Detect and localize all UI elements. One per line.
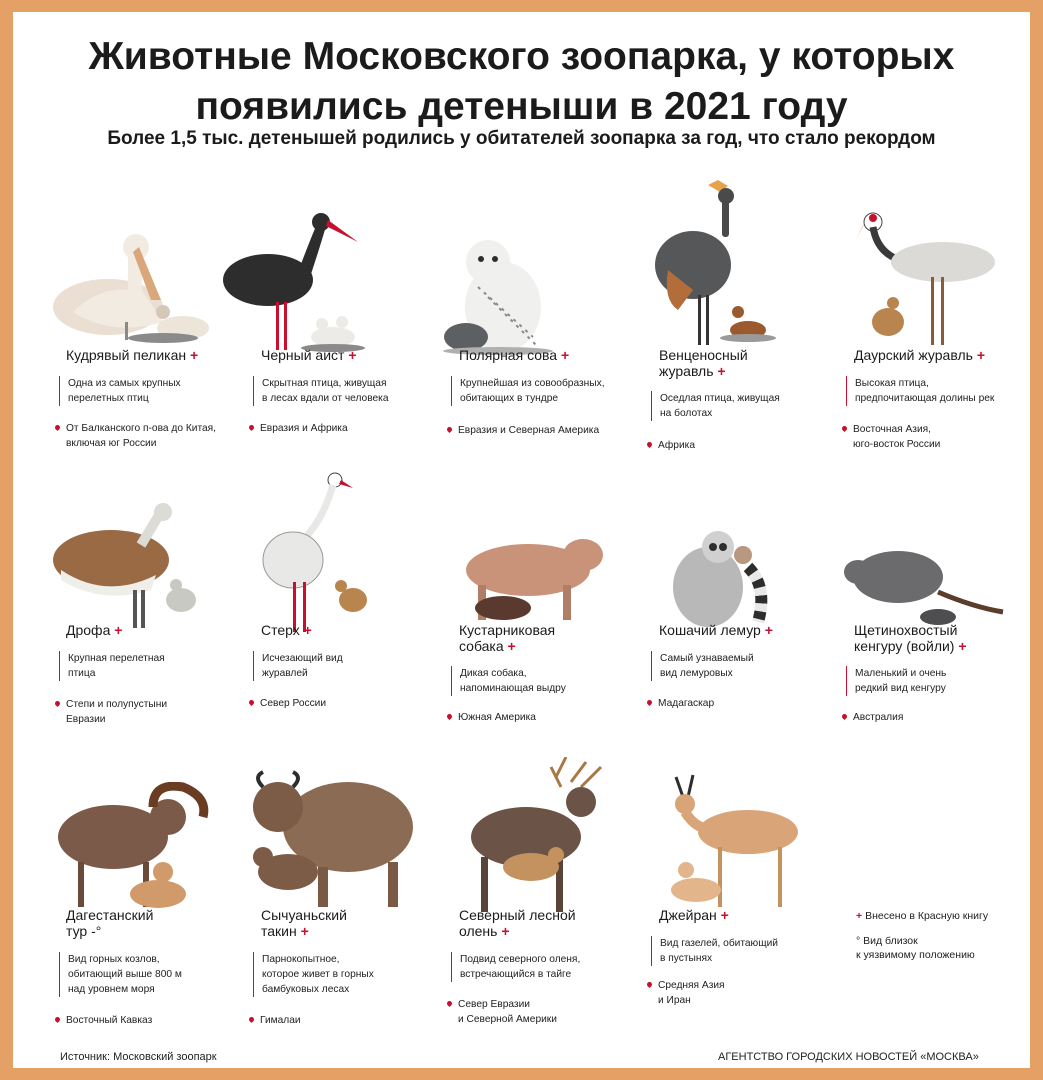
animal-desc-siberian-crane: Исчезающий вид журавлей: [253, 651, 432, 681]
location-pin-icon: [248, 699, 255, 706]
animal-desc-reindeer: Подвид северного оленя, встречающийся в тайге: [451, 952, 630, 982]
location-pin-icon: [446, 713, 453, 720]
animal-region-bustard: Степи и полупустыни Евразии: [55, 697, 236, 727]
animal-name-bettong: Щетинохвостый кенгуру (войли) +: [854, 622, 967, 654]
animal-region-dagestan-tur: Восточный Кавказ: [55, 1013, 236, 1028]
animal-desc-snowy-owl: Крупнейшая из совообразных, обитающих в тундре: [451, 376, 630, 406]
title-line-2: появились детеныши в 2021 году: [195, 85, 848, 128]
page-subtitle: Более 1,5 тыс. детенышей родились у обитателей зоопарка за год, что стало рекордом: [107, 128, 936, 149]
black-stork-illustration: [218, 202, 368, 352]
animal-name-pelican: Кудрявый пеликан +: [66, 347, 199, 363]
location-pin-icon: [646, 981, 653, 988]
source-note: Источник: Московский зоопарк: [60, 1051, 217, 1063]
infographic-frame: [13, 12, 1030, 1068]
location-pin-icon: [54, 700, 61, 707]
legend-red-book: + Внесено в Красную книгу: [856, 910, 989, 922]
dagestan-tur-illustration: [53, 782, 223, 912]
bush-dog-illustration: [458, 530, 618, 630]
animal-name-bush-dog: Кустарниковая собака +: [459, 622, 556, 654]
animal-region-gazelle: Средняя Азия и Иран: [647, 978, 828, 1008]
animal-desc-black-stork: Скрытная птица, живущая в лесах вдали от человека: [253, 376, 432, 406]
agency-credit: АГЕНТСТВО ГОРОДСКИХ НОВОСТЕЙ «МОСКВА»: [718, 1051, 979, 1063]
animal-desc-crowned-crane: Оседлая птица, живущая на болотах: [651, 391, 830, 421]
location-pin-icon: [248, 1016, 255, 1023]
location-pin-icon: [446, 426, 453, 433]
snowy-owl-illustration: [438, 237, 568, 357]
animal-region-takin: Гималаи: [249, 1013, 430, 1028]
animal-name-daurian-crane: Даурский журавль +: [854, 347, 985, 363]
animal-region-daurian-crane: Восточная Азия, юго-восток России: [842, 422, 1023, 452]
location-pin-icon: [54, 1016, 61, 1023]
animal-name-lemur: Кошачий лемур +: [659, 622, 773, 638]
location-pin-icon: [841, 425, 848, 432]
location-pin-icon: [646, 699, 653, 706]
animal-desc-gazelle: Вид газелей, обитающий в пустынях: [651, 936, 830, 966]
animal-desc-dagestan-tur: Вид горных козлов, обитающий выше 800 м над уровнем моря: [59, 952, 238, 997]
page-title: [13, 32, 1030, 132]
animal-name-siberian-crane: Стерх +: [261, 622, 312, 638]
location-pin-icon: [446, 1000, 453, 1007]
bettong-illustration: [843, 547, 1013, 632]
location-pin-icon: [646, 441, 653, 448]
animal-region-siberian-crane: Север России: [249, 696, 430, 711]
animal-desc-pelican: Одна из самых крупных перелетных птиц: [59, 376, 238, 406]
location-pin-icon: [54, 424, 61, 431]
crowned-crane-illustration: [648, 180, 778, 350]
animal-desc-takin: Парнокопытное, которое живет в горных бамбуковых лесах: [253, 952, 432, 997]
animal-region-lemur: Мадагаскар: [647, 696, 828, 711]
bustard-illustration: [41, 500, 211, 635]
animal-desc-daurian-crane: Высокая птица, предпочитающая долины рек: [846, 376, 1025, 406]
animal-name-gazelle: Джейран +: [659, 907, 729, 923]
animal-desc-lemur: Самый узнаваемый вид лемуровых: [651, 651, 830, 681]
legend-near-threatened: ° Вид близок к уязвимому положению: [856, 935, 975, 961]
pelican-illustration: [43, 212, 213, 347]
siberian-crane-illustration: [253, 470, 383, 635]
animal-region-pelican: От Балканского п-ова до Китая, включая юг России: [55, 421, 236, 451]
animal-name-reindeer: Северный лесной олень +: [459, 907, 576, 939]
lemur-illustration: [663, 527, 783, 632]
reindeer-illustration: [461, 757, 621, 917]
location-pin-icon: [841, 713, 848, 720]
gazelle-illustration: [658, 772, 808, 912]
animal-name-dagestan-tur: Дагестанский тур -°: [66, 907, 154, 939]
animal-name-snowy-owl: Полярная сова +: [459, 347, 570, 363]
animal-region-black-stork: Евразия и Африка: [249, 421, 430, 436]
animal-name-black-stork: Черный аист +: [261, 347, 357, 363]
location-pin-icon: [248, 424, 255, 431]
animal-name-takin: Сычуаньский такин +: [261, 907, 347, 939]
animal-name-crowned-crane: Венценосный журавль +: [659, 347, 748, 379]
animal-region-bettong: Австралия: [842, 710, 1023, 725]
animal-region-crowned-crane: Африка: [647, 438, 828, 453]
animal-desc-bettong: Маленький и очень редкий вид кенгуру: [846, 666, 1025, 696]
animal-region-bush-dog: Южная Америка: [447, 710, 628, 725]
animal-region-reindeer: Север Евразии и Северной Америки: [447, 997, 628, 1027]
animal-region-snowy-owl: Евразия и Северная Америка: [447, 423, 628, 438]
title-line-1: Животные Московского зоопарка, у которых: [88, 35, 955, 78]
daurian-crane-illustration: [853, 207, 1003, 347]
animal-name-bustard: Дрофа +: [66, 622, 123, 638]
takin-illustration: [248, 767, 418, 912]
animal-desc-bush-dog: Дикая собака, напоминающая выдру: [451, 666, 630, 696]
animal-desc-bustard: Крупная перелетная птица: [59, 651, 238, 681]
